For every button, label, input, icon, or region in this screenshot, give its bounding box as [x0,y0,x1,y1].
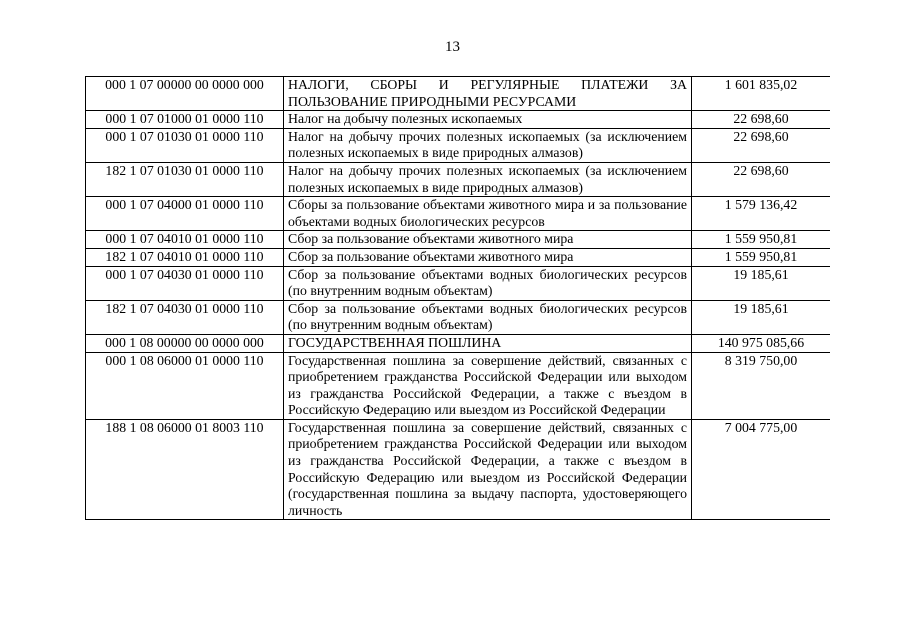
revenue-amount: 1 579 136,42 [692,197,831,231]
revenue-name: Налог на добычу полезных ископаемых [284,111,692,129]
table-row [86,352,831,419]
revenue-name: Сбор за пользование объектами водных биологических ресурсов (по внутренним водным объектам) [284,300,692,334]
table-row [86,128,831,162]
revenue-name: ГОСУДАРСТВЕННАЯ ПОШЛИНА [284,334,692,352]
revenue-amount: 140 975 085,66 [692,334,831,352]
table-row [86,419,831,520]
revenue-amount: 1 559 950,81 [692,231,831,249]
revenue-name: Государственная пошлина за совершение действий, связанных с приобретением гражданства Российской Федерации или выходом из гражданства Российской Федерации, а также с въездом в Российскую Федерацию или выездом из Российской Федерации [284,352,692,419]
revenue-table [85,76,830,520]
revenue-amount: 7 004 775,00 [692,419,831,520]
budget-classification-code: 000 1 07 01030 01 0000 110 [86,128,284,162]
revenue-amount: 1 559 950,81 [692,248,831,266]
revenue-name: НАЛОГИ, СБОРЫ И РЕГУЛЯРНЫЕ ПЛАТЕЖИ ЗА ПОЛЬЗОВАНИЕ ПРИРОДНЫМИ РЕСУРСАМИ [284,77,692,111]
budget-classification-code: 000 1 07 04030 01 0000 110 [86,266,284,300]
revenue-amount: 8 319 750,00 [692,352,831,419]
budget-classification-code: 000 1 08 06000 01 0000 110 [86,352,284,419]
revenue-name: Сбор за пользование объектами водных биологических ресурсов (по внутренним водным объектам) [284,266,692,300]
table-row [86,231,831,249]
revenue-name: Сборы за пользование объектами животного мира и за пользование объектами водных биологических ресурсов [284,197,692,231]
table-row [86,77,831,111]
table-row [86,334,831,352]
revenue-amount: 22 698,60 [692,111,831,129]
budget-classification-code: 000 1 07 00000 00 0000 000 [86,77,284,111]
table-row [86,162,831,196]
budget-classification-code: 000 1 07 04010 01 0000 110 [86,231,284,249]
budget-classification-code: 000 1 08 00000 00 0000 000 [86,334,284,352]
revenue-amount: 22 698,60 [692,162,831,196]
budget-classification-code: 182 1 07 01030 01 0000 110 [86,162,284,196]
revenue-name: Государственная пошлина за совершение действий, связанных с приобретением гражданства Российской Федерации или выходом из гражданства Российской Федерации, а также с въездом в Российскую Федерацию или выездом из Российской Федерации (государственная пошлина за выдачу паспорта, удостоверяющего личность [284,419,692,520]
table-row [86,248,831,266]
revenue-name: Сбор за пользование объектами животного мира [284,231,692,249]
budget-classification-code: 182 1 07 04030 01 0000 110 [86,300,284,334]
revenue-name: Налог на добычу прочих полезных ископаемых (за исключением полезных ископаемых в виде природных алмазов) [284,128,692,162]
table-row [86,197,831,231]
table-row [86,111,831,129]
table-row [86,266,831,300]
budget-revenue-table [85,76,830,587]
revenue-name: Сбор за пользование объектами животного мира [284,248,692,266]
page-number: 13 [445,39,460,55]
budget-classification-code: 182 1 07 04010 01 0000 110 [86,248,284,266]
revenue-name: Налог на добычу прочих полезных ископаемых (за исключением полезных ископаемых в виде природных алмазов) [284,162,692,196]
revenue-amount: 19 185,61 [692,300,831,334]
revenue-amount: 1 601 835,02 [692,77,831,111]
table-row [86,300,831,334]
budget-classification-code: 000 1 07 04000 01 0000 110 [86,197,284,231]
table-body [86,77,831,520]
budget-classification-code: 000 1 07 01000 01 0000 110 [86,111,284,129]
revenue-amount: 19 185,61 [692,266,831,300]
revenue-amount: 22 698,60 [692,128,831,162]
budget-classification-code: 188 1 08 06000 01 8003 110 [86,419,284,520]
